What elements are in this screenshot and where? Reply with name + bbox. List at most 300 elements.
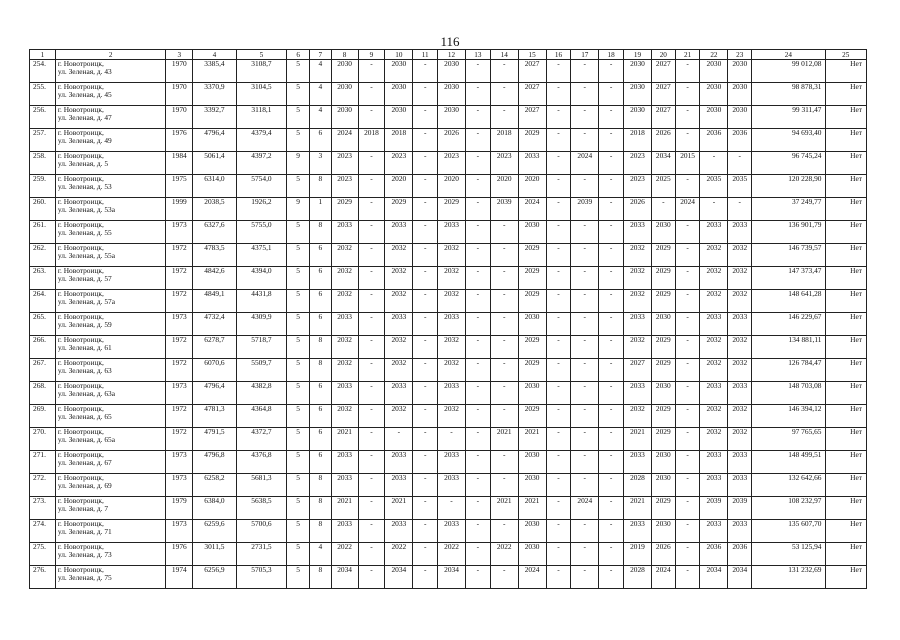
work-year-c10: 2032: [385, 290, 413, 313]
work-year-c22: -: [700, 198, 728, 221]
build-year: 1973: [166, 313, 193, 336]
flag-value: Нет: [825, 60, 867, 83]
column-header-13: 13: [465, 50, 490, 60]
work-year-c11: -: [413, 543, 438, 566]
living-area: 5705,3: [236, 566, 287, 589]
work-year-c19: 2021: [624, 497, 652, 520]
work-year-c8: 2023: [331, 152, 358, 175]
floors-count: 5: [287, 221, 310, 244]
table-row: [30, 106, 867, 129]
cost-value: 148 703,08: [752, 382, 825, 405]
flag-value: Нет: [825, 175, 867, 198]
work-year-c9: -: [358, 221, 385, 244]
work-year-c15: 2029: [518, 129, 546, 152]
entrances-count: 6: [309, 244, 331, 267]
work-year-c9: -: [358, 313, 385, 336]
living-area: 4364,8: [236, 405, 287, 428]
work-year-c19: 2018: [624, 129, 652, 152]
table-row: [30, 313, 867, 336]
total-area: 4732,4: [193, 313, 236, 336]
work-year-c19: 2019: [624, 543, 652, 566]
address-cell: [55, 267, 166, 290]
work-year-c13: -: [465, 451, 490, 474]
living-area: 4397,2: [236, 152, 287, 175]
work-year-c10: 2033: [385, 474, 413, 497]
row-number: 262.: [30, 244, 56, 267]
work-year-c22: 2036: [700, 129, 728, 152]
row-number: 276.: [30, 566, 56, 589]
floors-count: 5: [287, 382, 310, 405]
work-year-c12: 2032: [438, 336, 466, 359]
work-year-c20: 2029: [651, 428, 675, 451]
floors-count: 5: [287, 474, 310, 497]
work-year-c11: -: [413, 382, 438, 405]
flag-value: Нет: [825, 129, 867, 152]
column-header-15: 15: [518, 50, 546, 60]
address-city: г. Новотроицк,: [57, 565, 104, 574]
work-year-c16: -: [546, 497, 571, 520]
total-area: 4791,5: [193, 428, 236, 451]
work-year-c15: 2029: [518, 290, 546, 313]
work-year-c9: -: [358, 428, 385, 451]
work-year-c21: 2015: [675, 152, 700, 175]
flag-value: Нет: [825, 244, 867, 267]
work-year-c15: 2033: [518, 152, 546, 175]
address-cell: [55, 106, 166, 129]
work-year-c9: -: [358, 267, 385, 290]
work-year-c10: 2033: [385, 382, 413, 405]
work-year-c12: 2033: [438, 313, 466, 336]
work-year-c16: -: [546, 382, 571, 405]
total-area: 6278,7: [193, 336, 236, 359]
work-year-c11: -: [413, 428, 438, 451]
work-year-c20: 2030: [651, 520, 675, 543]
column-header-4: 4: [193, 50, 236, 60]
work-year-c14: -: [490, 83, 518, 106]
work-year-c8: 2034: [331, 566, 358, 589]
work-year-c22: 2030: [700, 83, 728, 106]
build-year: 1973: [166, 382, 193, 405]
address-city: г. Новотроицк,: [57, 496, 104, 505]
flag-value: Нет: [825, 198, 867, 221]
work-year-c15: 2030: [518, 451, 546, 474]
row-number: 270.: [30, 428, 56, 451]
floors-count: 5: [287, 83, 310, 106]
address-cell: [55, 129, 166, 152]
work-year-c11: -: [413, 152, 438, 175]
living-area: 5509,7: [236, 359, 287, 382]
living-area: 4376,8: [236, 451, 287, 474]
total-area: 6258,2: [193, 474, 236, 497]
table-row: [30, 497, 867, 520]
table-row: [30, 405, 867, 428]
work-year-c21: -: [675, 244, 700, 267]
build-year: 1972: [166, 405, 193, 428]
work-year-c22: 2032: [700, 244, 728, 267]
work-year-c18: -: [599, 198, 624, 221]
work-year-c23: 2030: [728, 83, 752, 106]
work-year-c8: 2033: [331, 313, 358, 336]
address-street: ул. Зеленая, д. 7: [57, 504, 109, 513]
work-year-c20: 2027: [651, 106, 675, 129]
work-year-c20: 2027: [651, 60, 675, 83]
work-year-c16: -: [546, 221, 571, 244]
work-year-c14: -: [490, 382, 518, 405]
work-year-c17: -: [571, 83, 599, 106]
address-cell: [55, 290, 166, 313]
address-cell: [55, 152, 166, 175]
row-number: 258.: [30, 152, 56, 175]
total-area: 3011,5: [193, 543, 236, 566]
work-year-c14: 2022: [490, 543, 518, 566]
work-year-c20: 2030: [651, 313, 675, 336]
work-year-c21: -: [675, 267, 700, 290]
work-year-c15: 2029: [518, 336, 546, 359]
work-year-c12: 2030: [438, 83, 466, 106]
address-cell: [55, 60, 166, 83]
work-year-c21: -: [675, 566, 700, 589]
work-year-c16: -: [546, 336, 571, 359]
living-area: 4431,8: [236, 290, 287, 313]
work-year-c20: 2034: [651, 152, 675, 175]
work-year-c21: -: [675, 497, 700, 520]
work-year-c13: -: [465, 520, 490, 543]
column-header-9: 9: [358, 50, 385, 60]
total-area: 4783,5: [193, 244, 236, 267]
floors-count: 5: [287, 451, 310, 474]
work-year-c22: 2032: [700, 336, 728, 359]
work-year-c22: 2033: [700, 313, 728, 336]
cost-value: 120 228,90: [752, 175, 825, 198]
work-year-c22: 2032: [700, 428, 728, 451]
work-year-c23: 2033: [728, 474, 752, 497]
row-number: 260.: [30, 198, 56, 221]
work-year-c8: 2024: [331, 129, 358, 152]
cost-value: 98 878,31: [752, 83, 825, 106]
total-area: 6256,9: [193, 566, 236, 589]
work-year-c11: -: [413, 198, 438, 221]
table-row: [30, 221, 867, 244]
entrances-count: 4: [309, 106, 331, 129]
work-year-c14: -: [490, 267, 518, 290]
work-year-c15: 2029: [518, 359, 546, 382]
row-number: 265.: [30, 313, 56, 336]
work-year-c14: -: [490, 290, 518, 313]
work-year-c12: 2032: [438, 359, 466, 382]
work-year-c12: 2034: [438, 566, 466, 589]
work-year-c14: 2020: [490, 175, 518, 198]
work-year-c16: -: [546, 359, 571, 382]
living-area: 2731,5: [236, 543, 287, 566]
entrances-count: 6: [309, 313, 331, 336]
work-year-c14: -: [490, 359, 518, 382]
work-year-c20: 2029: [651, 497, 675, 520]
address-street: ул. Зеленая, д. 65а: [57, 435, 115, 444]
work-year-c8: 2033: [331, 221, 358, 244]
work-year-c15: 2027: [518, 106, 546, 129]
work-year-c18: -: [599, 175, 624, 198]
work-year-c17: -: [571, 520, 599, 543]
entrances-count: 8: [309, 336, 331, 359]
living-area: 3104,5: [236, 83, 287, 106]
flag-value: Нет: [825, 520, 867, 543]
floors-count: 5: [287, 336, 310, 359]
build-year: 1973: [166, 451, 193, 474]
work-year-c17: -: [571, 129, 599, 152]
floors-count: 9: [287, 152, 310, 175]
table-row: [30, 566, 867, 589]
entrances-count: 6: [309, 451, 331, 474]
row-number: 273.: [30, 497, 56, 520]
work-year-c17: -: [571, 221, 599, 244]
total-area: 6070,6: [193, 359, 236, 382]
address-city: г. Новотроицк,: [57, 82, 104, 91]
work-year-c23: 2034: [728, 566, 752, 589]
work-year-c23: 2032: [728, 244, 752, 267]
row-number: 266.: [30, 336, 56, 359]
work-year-c10: 2023: [385, 152, 413, 175]
work-year-c12: 2032: [438, 244, 466, 267]
work-year-c19: 2023: [624, 152, 652, 175]
living-area: 4375,1: [236, 244, 287, 267]
build-year: 1972: [166, 336, 193, 359]
work-year-c23: 2036: [728, 129, 752, 152]
address-street: ул. Зеленая, д. 5: [57, 159, 109, 168]
flag-value: Нет: [825, 83, 867, 106]
work-year-c15: 2029: [518, 267, 546, 290]
work-year-c23: 2032: [728, 336, 752, 359]
work-year-c10: 2030: [385, 106, 413, 129]
row-number: 268.: [30, 382, 56, 405]
work-year-c22: 2030: [700, 106, 728, 129]
work-year-c19: 2032: [624, 336, 652, 359]
work-year-c10: 2030: [385, 60, 413, 83]
flag-value: Нет: [825, 543, 867, 566]
cost-value: 146 229,67: [752, 313, 825, 336]
work-year-c20: 2026: [651, 129, 675, 152]
table-row: [30, 428, 867, 451]
table-row: [30, 175, 867, 198]
work-year-c9: -: [358, 382, 385, 405]
entrances-count: 1: [309, 198, 331, 221]
work-year-c9: -: [358, 244, 385, 267]
work-year-c16: -: [546, 152, 571, 175]
total-area: 6384,0: [193, 497, 236, 520]
work-year-c13: -: [465, 359, 490, 382]
total-area: 4796,4: [193, 382, 236, 405]
work-year-c18: -: [599, 244, 624, 267]
column-header-7: 7: [309, 50, 331, 60]
build-year: 1984: [166, 152, 193, 175]
work-year-c11: -: [413, 359, 438, 382]
work-year-c18: -: [599, 405, 624, 428]
work-year-c17: -: [571, 543, 599, 566]
total-area: 6259,6: [193, 520, 236, 543]
living-area: 3118,1: [236, 106, 287, 129]
table-row: [30, 267, 867, 290]
work-year-c21: -: [675, 336, 700, 359]
work-year-c17: -: [571, 175, 599, 198]
work-year-c17: 2024: [571, 152, 599, 175]
row-number: 267.: [30, 359, 56, 382]
work-year-c17: -: [571, 428, 599, 451]
work-year-c11: -: [413, 520, 438, 543]
total-area: 4842,6: [193, 267, 236, 290]
floors-count: 5: [287, 543, 310, 566]
entrances-count: 8: [309, 497, 331, 520]
entrances-count: 6: [309, 428, 331, 451]
address-cell: [55, 336, 166, 359]
work-year-c12: 2020: [438, 175, 466, 198]
work-year-c21: -: [675, 129, 700, 152]
address-street: ул. Зеленая, д. 57: [57, 274, 112, 283]
work-year-c23: 2032: [728, 267, 752, 290]
work-year-c17: -: [571, 106, 599, 129]
cost-value: 132 642,66: [752, 474, 825, 497]
cost-value: 134 881,11: [752, 336, 825, 359]
work-year-c12: 2023: [438, 152, 466, 175]
work-year-c20: 2030: [651, 451, 675, 474]
table-row: [30, 451, 867, 474]
address-street: ул. Зеленая, д. 53: [57, 182, 112, 191]
address-city: г. Новотроицк,: [57, 519, 104, 528]
work-year-c19: 2033: [624, 520, 652, 543]
work-year-c20: 2030: [651, 474, 675, 497]
work-year-c21: -: [675, 474, 700, 497]
work-year-c21: -: [675, 359, 700, 382]
work-year-c13: -: [465, 428, 490, 451]
work-year-c8: 2033: [331, 520, 358, 543]
entrances-count: 4: [309, 60, 331, 83]
work-year-c11: -: [413, 497, 438, 520]
row-number: 275.: [30, 543, 56, 566]
work-year-c10: 2032: [385, 336, 413, 359]
address-street: ул. Зеленая, д. 53а: [57, 205, 115, 214]
work-year-c9: -: [358, 359, 385, 382]
floors-count: 5: [287, 313, 310, 336]
work-year-c21: -: [675, 106, 700, 129]
table-row: [30, 290, 867, 313]
work-year-c17: 2024: [571, 497, 599, 520]
work-year-c11: -: [413, 60, 438, 83]
table-row: [30, 543, 867, 566]
work-year-c15: 2027: [518, 60, 546, 83]
work-year-c9: -: [358, 175, 385, 198]
work-year-c10: 2033: [385, 313, 413, 336]
address-cell: [55, 313, 166, 336]
work-year-c10: 2033: [385, 520, 413, 543]
column-header-24: 24: [752, 50, 825, 60]
total-area: 4796,4: [193, 129, 236, 152]
work-year-c16: -: [546, 566, 571, 589]
work-year-c11: -: [413, 267, 438, 290]
work-year-c21: -: [675, 405, 700, 428]
work-year-c13: -: [465, 290, 490, 313]
build-year: 1973: [166, 474, 193, 497]
work-year-c16: -: [546, 106, 571, 129]
cost-value: 96 745,24: [752, 152, 825, 175]
work-year-c21: -: [675, 382, 700, 405]
column-header-1: 1: [30, 50, 56, 60]
work-year-c18: -: [599, 106, 624, 129]
work-year-c13: -: [465, 267, 490, 290]
cost-value: 99 012,08: [752, 60, 825, 83]
address-street: ул. Зеленая, д. 55а: [57, 251, 115, 260]
work-year-c18: -: [599, 497, 624, 520]
column-header-16: 16: [546, 50, 571, 60]
flag-value: Нет: [825, 451, 867, 474]
work-year-c14: -: [490, 221, 518, 244]
flag-value: Нет: [825, 428, 867, 451]
work-year-c10: 2021: [385, 497, 413, 520]
work-year-c17: -: [571, 313, 599, 336]
work-year-c13: -: [465, 175, 490, 198]
total-area: 3370,9: [193, 83, 236, 106]
work-year-c8: 2030: [331, 60, 358, 83]
work-year-c15: 2027: [518, 83, 546, 106]
work-year-c14: 2023: [490, 152, 518, 175]
address-city: г. Новотроицк,: [57, 542, 104, 551]
row-number: 254.: [30, 60, 56, 83]
work-year-c19: 2033: [624, 451, 652, 474]
total-area: 6314,0: [193, 175, 236, 198]
flag-value: Нет: [825, 405, 867, 428]
work-year-c10: 2034: [385, 566, 413, 589]
address-street: ул. Зеленая, д. 55: [57, 228, 112, 237]
work-year-c21: -: [675, 221, 700, 244]
entrances-count: 8: [309, 566, 331, 589]
work-year-c9: -: [358, 405, 385, 428]
table-row: [30, 520, 867, 543]
column-header-5: 5: [236, 50, 287, 60]
entrances-count: 6: [309, 267, 331, 290]
entrances-count: 4: [309, 83, 331, 106]
living-area: 4394,0: [236, 267, 287, 290]
address-cell: [55, 497, 166, 520]
work-year-c20: 2029: [651, 359, 675, 382]
work-year-c17: -: [571, 60, 599, 83]
table-row: [30, 336, 867, 359]
work-year-c14: -: [490, 336, 518, 359]
work-year-c22: 2032: [700, 359, 728, 382]
address-cell: [55, 474, 166, 497]
floors-count: 5: [287, 520, 310, 543]
work-year-c12: 2033: [438, 474, 466, 497]
address-cell: [55, 405, 166, 428]
work-year-c20: 2029: [651, 405, 675, 428]
address-city: г. Новотроицк,: [57, 174, 104, 183]
work-year-c19: 2033: [624, 382, 652, 405]
work-year-c13: -: [465, 244, 490, 267]
work-year-c21: -: [675, 428, 700, 451]
work-year-c11: -: [413, 175, 438, 198]
work-year-c12: 2032: [438, 267, 466, 290]
work-year-c19: 2021: [624, 428, 652, 451]
work-year-c17: -: [571, 566, 599, 589]
work-year-c10: 2032: [385, 359, 413, 382]
floors-count: 5: [287, 244, 310, 267]
address-city: г. Новотроицк,: [57, 289, 104, 298]
work-year-c16: -: [546, 290, 571, 313]
row-number: 263.: [30, 267, 56, 290]
column-header-23: 23: [728, 50, 752, 60]
work-year-c16: -: [546, 428, 571, 451]
work-year-c15: 2024: [518, 198, 546, 221]
work-year-c15: 2030: [518, 474, 546, 497]
flag-value: Нет: [825, 566, 867, 589]
work-year-c15: 2030: [518, 382, 546, 405]
work-year-c22: 2033: [700, 520, 728, 543]
